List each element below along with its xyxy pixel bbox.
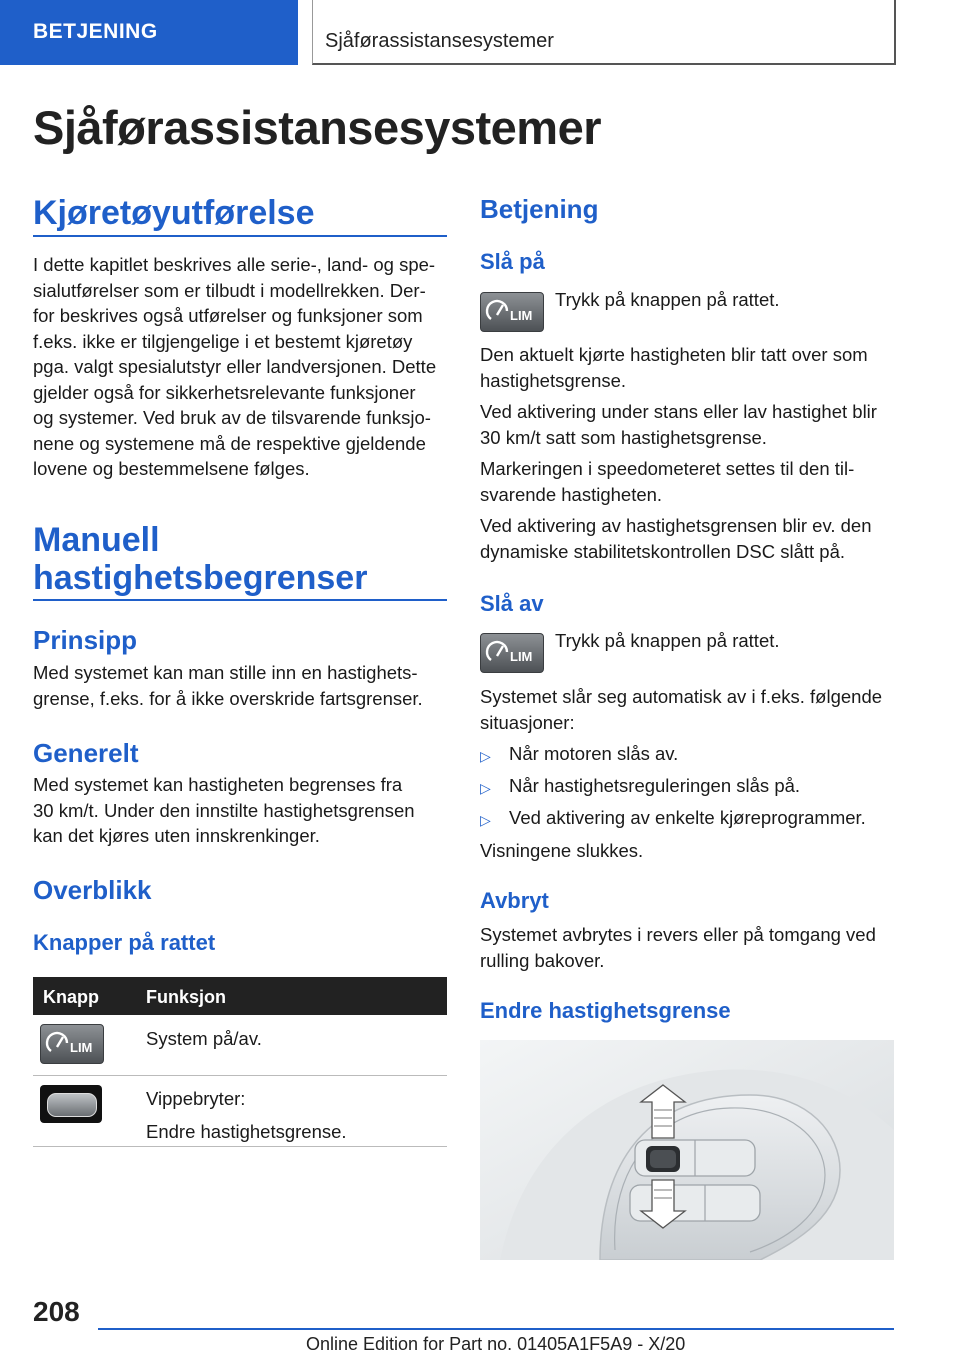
table-row-function [146, 1086, 347, 1144]
text-line: lovene og bestemmelsene følges. [33, 458, 310, 479]
section-tab [0, 0, 298, 65]
text-line: Ved aktivering under stans eller lav hastighet blir [480, 401, 877, 422]
off-paragraph [480, 684, 882, 735]
section-label: BETJENING [33, 20, 158, 43]
heading-vehicle: Kjøretøyutførelse [33, 194, 315, 232]
text-line: pga. valgt spesialutstyr eller landversjonen. Dette [33, 356, 437, 377]
text-line: f.eks. ikke er tilgjengelige i et bestemt kjøretøy [33, 330, 413, 352]
text-line: hastighetsgrense. [480, 369, 627, 391]
lim-label: LIM [510, 308, 533, 323]
page-title: Sjåførassistansesystemer [33, 101, 602, 154]
text-line: rulling bakover. [480, 949, 605, 971]
cancel-paragraph [480, 922, 876, 973]
column-header-function: Funksjon [146, 987, 226, 1007]
text-line: grense, f.eks. for å ikke overskride fartsgrenser. [33, 687, 423, 709]
table-divider [33, 1075, 447, 1076]
heading-limiter [33, 521, 367, 597]
text-line: Med systemet kan man stille inn en hastighets- [33, 662, 418, 683]
rocker-switch-icon [40, 1085, 102, 1123]
table-divider [33, 1146, 447, 1147]
chapter-header [312, 0, 896, 65]
bullet-triangle-icon: ▷ [480, 748, 491, 764]
heading-overview: Overblikk [33, 875, 152, 905]
text-line: 30 km/t. Under den innstilte hastighetsgrensen [33, 799, 415, 821]
text-line: svarende hastigheten. [480, 483, 663, 505]
lim-label: LIM [70, 1040, 93, 1055]
text-line: dynamiske stabilitetskontrollen DSC slått på. [480, 540, 846, 562]
heading-principle: Prinsipp [33, 625, 138, 655]
page-number: 208 [33, 1296, 80, 1327]
heading-change-limit: Endre hastighetsgrense [480, 998, 731, 1023]
text-line: Markeringen i speedometeret settes til den til- [480, 458, 855, 479]
text-line: Den aktuelt kjørte hastigheten blir tatt over som [480, 344, 868, 365]
heading-off: Slå av [480, 591, 544, 616]
heading-line: Manuell [33, 521, 160, 559]
text-line: Systemet avbrytes i revers eller på tomgang ved [480, 924, 876, 945]
text-line: Ved aktivering av hastighetsgrensen blir ev. den [480, 515, 872, 536]
lim-label: LIM [510, 649, 533, 664]
footer-rule [98, 1328, 894, 1330]
steering-wheel-illustration [480, 1040, 894, 1260]
heading-rule [33, 599, 447, 601]
rocker-pill [47, 1093, 97, 1117]
text-line: Med systemet kan hastigheten begrenses fra [33, 774, 403, 795]
footer-edition: Online Edition for Part no. 01405A1F5A9 - X/20 [306, 1334, 686, 1354]
lim-button-icon [40, 1024, 104, 1064]
heading-rule [33, 235, 447, 237]
heading-cancel: Avbryt [480, 888, 549, 913]
on-instruction: Trykk på knappen på rattet. [555, 289, 780, 310]
list-item-text: Når motoren slås av. [509, 743, 679, 764]
text-line: gjelder også for sikkerhetsrelevante funksjoner [33, 381, 416, 403]
on-paragraph [480, 342, 877, 564]
table-header [33, 977, 447, 1015]
principle-paragraph [33, 660, 423, 711]
text-line: Systemet slår seg automatisk av i f.eks. følgende [480, 686, 883, 707]
text-line: 30 km/t satt som hastighetsgrense. [480, 426, 767, 448]
off-after-text: Visningene slukkes. [480, 840, 644, 861]
off-instruction: Trykk på knappen på rattet. [555, 630, 780, 651]
text-line: I dette kapitlet beskrives alle serie-, land- og spe- [33, 254, 436, 275]
column-header-button: Knapp [43, 987, 99, 1007]
text-line: for beskrives også utførelser og funksjoner som [33, 305, 423, 326]
general-paragraph [33, 772, 415, 849]
text-line: situasjoner: [480, 711, 575, 733]
heading-on: Slå på [480, 249, 545, 274]
text-line: Vippebryter: [146, 1088, 246, 1109]
list-item-text: Ved aktivering av enkelte kjøreprogrammer. [509, 807, 866, 828]
lim-button-icon [480, 292, 544, 332]
heading-operation: Betjening [480, 194, 599, 224]
table-row-function: System på/av. [146, 1028, 262, 1049]
text-line: nene og systemene må de respektive gjeldende [33, 432, 426, 454]
text-line: kan det kjøres uten innskrenkinger. [33, 825, 320, 846]
bullet-triangle-icon: ▷ [480, 812, 491, 828]
list-item-text: Når hastighetsreguleringen slås på. [509, 775, 801, 796]
text-line: sialutførelser som er tilbudt i modellrekken. Der- [33, 279, 426, 301]
text-line: og systemer. Ved bruk av de tilsvarende funksjo- [33, 407, 431, 428]
bullet-triangle-icon: ▷ [480, 780, 491, 796]
heading-buttons: Knapper på rattet [33, 930, 216, 955]
heading-general: Generelt [33, 738, 139, 768]
text-line: Endre hastighetsgrense. [146, 1120, 347, 1142]
chapter-label: Sjåførassistansesystemer [325, 30, 554, 52]
lim-button-icon [480, 633, 544, 673]
vehicle-paragraph [33, 252, 436, 482]
heading-line: hastighetsbegrenser [33, 559, 368, 597]
